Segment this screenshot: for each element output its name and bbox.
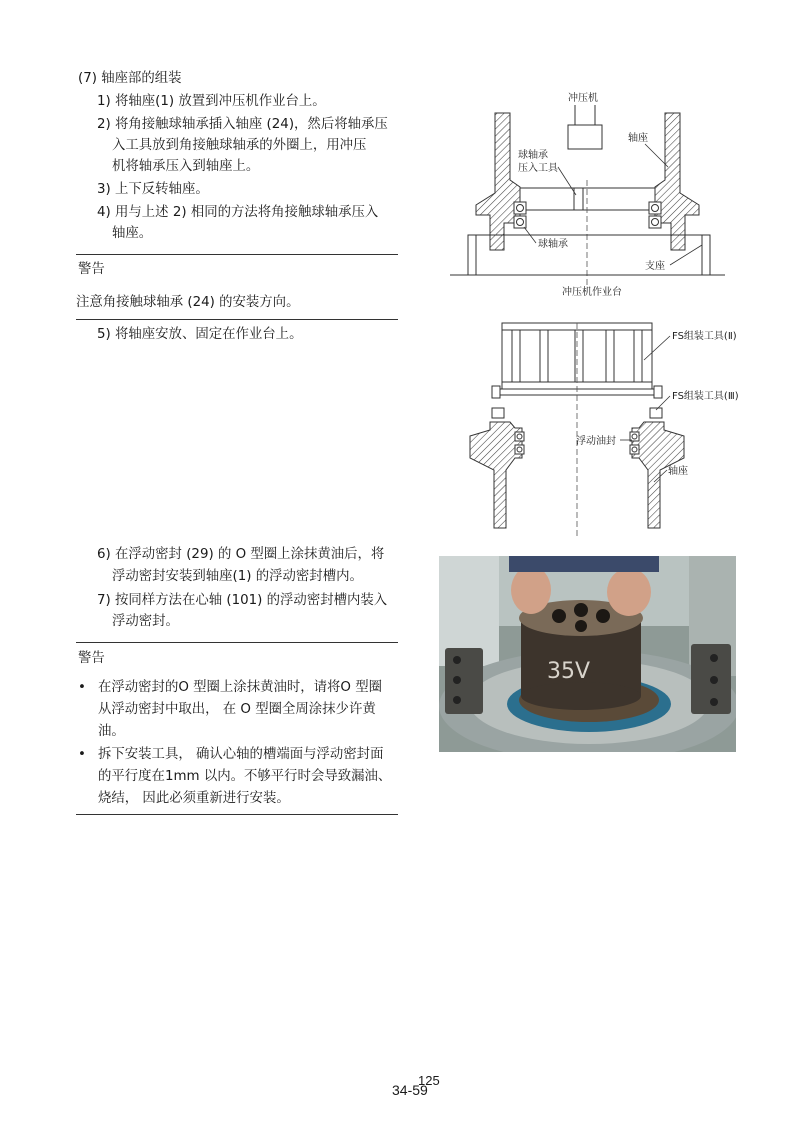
label-fs-tool-2: FS组装工具(Ⅱ) bbox=[672, 331, 737, 342]
bullet-line: 烧结， 因此必须重新进行安装。 bbox=[98, 791, 290, 806]
warning-text: 注意角接触球轴承 (24) 的安装方向。 bbox=[76, 295, 300, 310]
warning-title: 警告 bbox=[78, 651, 105, 666]
step-1: 1) 将轴座(1) 放置到冲压机作业台上。 bbox=[97, 94, 326, 109]
divider bbox=[76, 642, 398, 643]
step-4-cont: 轴座。 bbox=[112, 226, 153, 241]
page-number: 34-59 bbox=[392, 1082, 428, 1098]
divider bbox=[76, 254, 398, 255]
bullet-line: 油。 bbox=[98, 724, 125, 739]
step-3: 3) 上下反转轴座。 bbox=[97, 182, 209, 197]
label-fs-tool-3: FS组装工具(Ⅲ) bbox=[672, 391, 739, 402]
label-tool: 球轴承 bbox=[518, 150, 548, 161]
section-title: (7) 轴座部的组装 bbox=[78, 71, 182, 86]
warning-title: 警告 bbox=[78, 262, 105, 277]
step-7: 7) 按同样方法在心轴 (101) 的浮动密封槽内装入 bbox=[97, 593, 388, 608]
label-stand: 支座 bbox=[645, 261, 665, 272]
step-5: 5) 将轴座安放、固定在作业台上。 bbox=[97, 327, 303, 342]
label-floating-seal: 浮动油封 bbox=[576, 436, 616, 447]
label-table: 冲压机作业台 bbox=[562, 287, 622, 298]
label-housing: 轴座 bbox=[668, 466, 688, 477]
step-4: 4) 用与上述 2) 相同的方法将角接触球轴承压入 bbox=[97, 205, 379, 220]
photo-marking: 35V bbox=[547, 659, 591, 684]
bullet-line: 在浮动密封的O 型圈上涂抹黄油时，请将O 型圈 bbox=[98, 680, 383, 695]
bullet-line: 拆下安装工具， 确认心轴的槽端面与浮动密封面 bbox=[98, 747, 384, 762]
installation-photo bbox=[439, 556, 736, 752]
step-2-cont: 机将轴承压入到轴座上。 bbox=[112, 159, 260, 174]
divider bbox=[76, 319, 398, 320]
page-number-overlay: 125 bbox=[418, 1073, 440, 1088]
step-6-cont: 浮动密封安装到轴座(1) 的浮动密封槽内。 bbox=[112, 569, 363, 584]
label-bearing: 球轴承 bbox=[538, 239, 568, 250]
step-6: 6) 在浮动密封 (29) 的 O 型圈上涂抹黄油后，将 bbox=[97, 547, 385, 562]
label-housing: 轴座 bbox=[628, 133, 648, 144]
photo-drawing bbox=[439, 556, 736, 752]
bearing-press-diagram bbox=[440, 85, 740, 300]
bullet-dot: • bbox=[78, 680, 86, 695]
floating-seal-tool-diagram bbox=[460, 318, 740, 540]
bullet-dot: • bbox=[78, 747, 86, 762]
bullet-line: 从浮动密封中取出， 在 O 型圈全周涂抹少许黄 bbox=[98, 702, 376, 717]
bullet-line: 的平行度在1mm 以内。不够平行时会导致漏油、 bbox=[98, 769, 392, 784]
label-tool-2: 压入工具 bbox=[518, 163, 558, 174]
step-2: 2) 将角接触球轴承插入轴座 (24)，然后将轴承压 bbox=[97, 117, 388, 132]
label-press: 冲压机 bbox=[568, 93, 598, 104]
step-7-cont: 浮动密封。 bbox=[112, 614, 179, 629]
step-2-cont: 入工具放到角接触球轴承的外圈上，用冲压 bbox=[112, 138, 367, 153]
divider bbox=[76, 814, 398, 815]
